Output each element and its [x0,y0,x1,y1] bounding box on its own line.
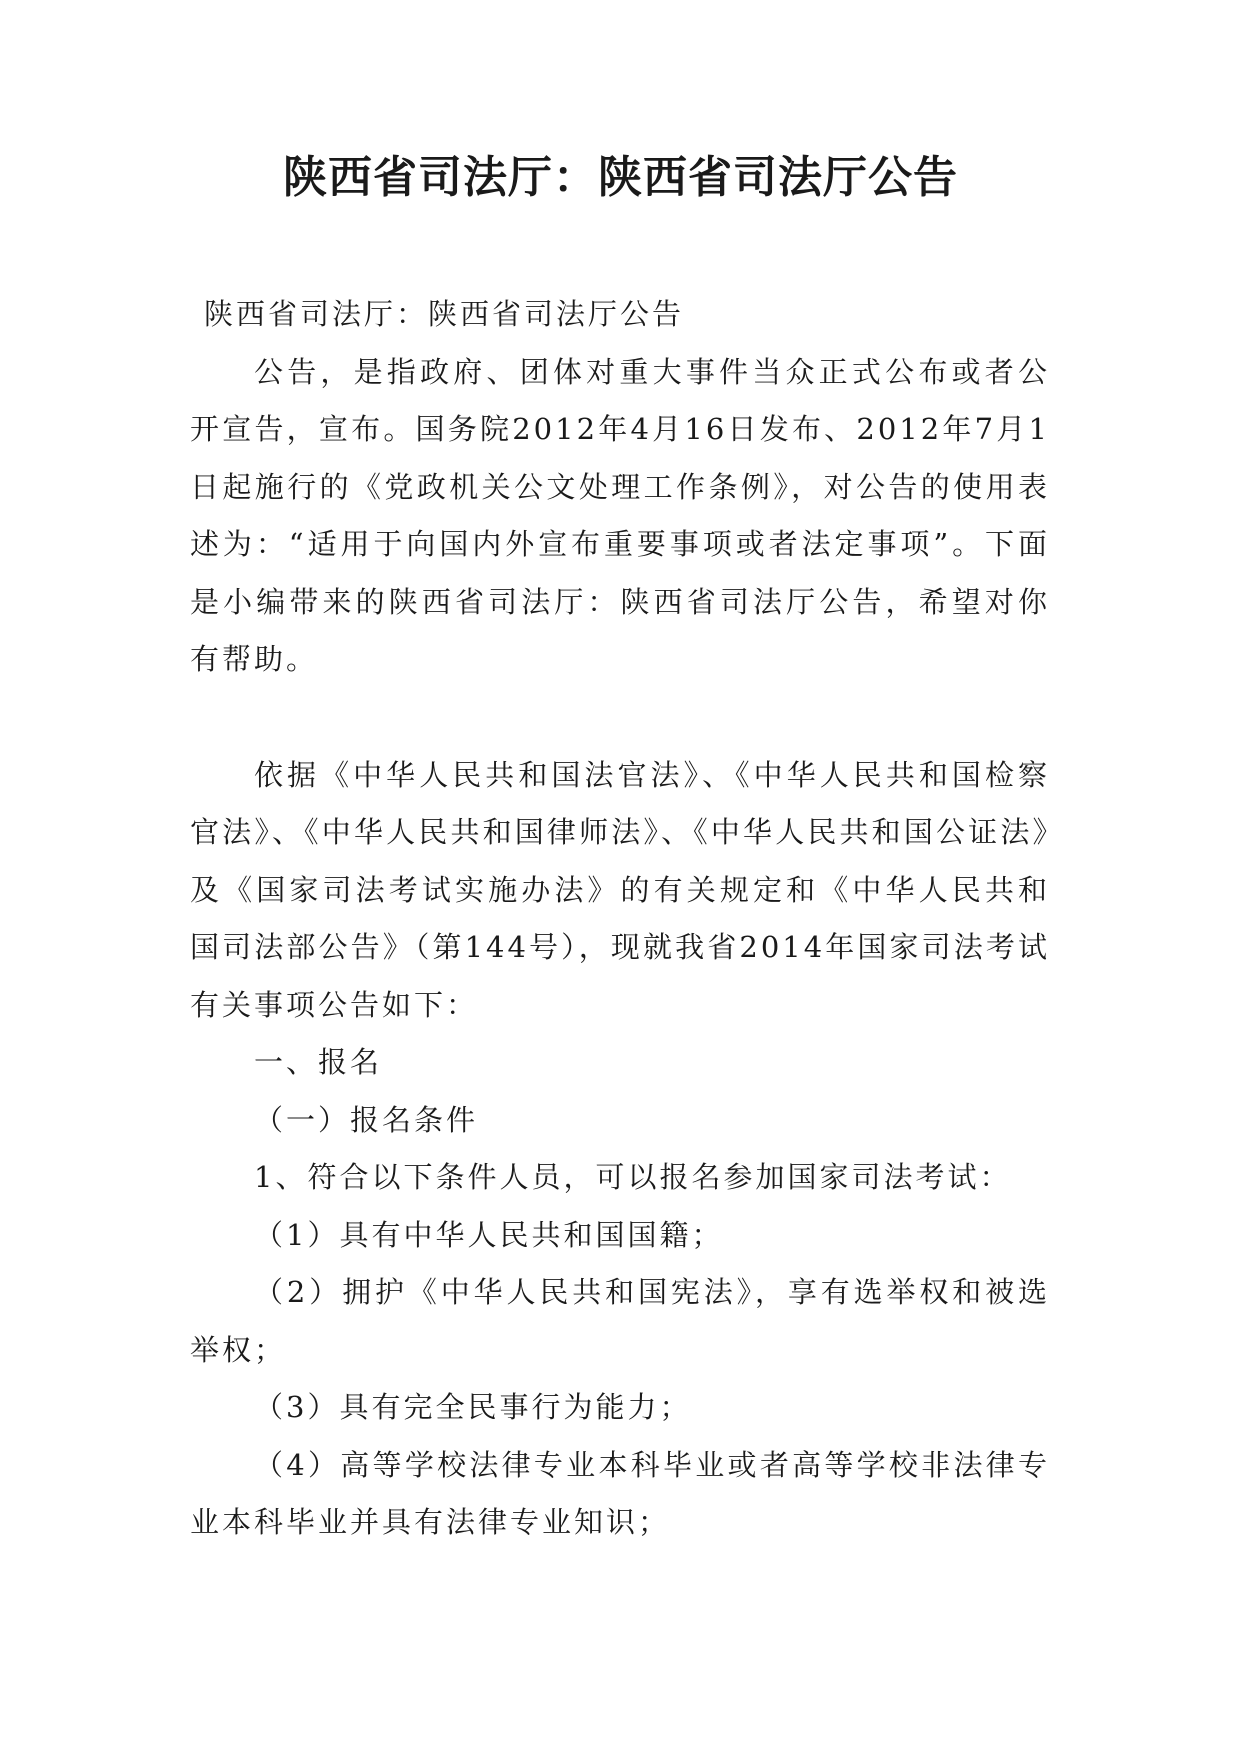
condition-civil-capacity: （3）具有完全民事行为能力； [254,1390,692,1424]
condition-constitution: （2）拥护《中华人民共和国宪法》，享有选举权和被选举权； [190,1275,1050,1367]
condition-education: （4）高等学校法律专业本科毕业或者高等学校非法律专业本科毕业并具有法律专业知识； [190,1447,1050,1539]
list-item-eligibility: 1、符合以下条件人员，可以报名参加国家司法考试： [254,1160,1012,1194]
condition-nationality: （1）具有中华人民共和国国籍； [254,1217,724,1252]
basis-paragraph: 依据《中华人民共和国法官法》、《中华人民共和国检察官法》、《中华人民共和国律师法》、《中华人民共和国公证法》及《国家司法考试实施办法》的有关规定和《中华人民共和国司法部公告》（第144号），现就我省2014年国家司法考试有关事项公告如下： [190,757,1050,1022]
subsection-heading-conditions: （一）报名条件 [254,1102,479,1137]
section-heading-registration: 一、报名 [254,1045,383,1079]
document-subtitle: 陕西省司法厅：陕西省司法厅公告 [204,297,685,331]
document-body [190,286,1050,1552]
document-title: 陕西省司法厅：陕西省司法厅公告 [283,152,958,203]
intro-paragraph: 公告，是指政府、团体对重大事件当众正式公布或者公开宣告，宣布。国务院2012年4月16日发布、2012年7月1日起施行的《党政机关公文处理工作条例》，对公告的使用表述为：“适用于向国内外宣布重要事项或者法定事项”。下面是小编带来的陕西省司法厅：陕西省司法厅公告，希望对你有帮助。 [190,354,1050,676]
